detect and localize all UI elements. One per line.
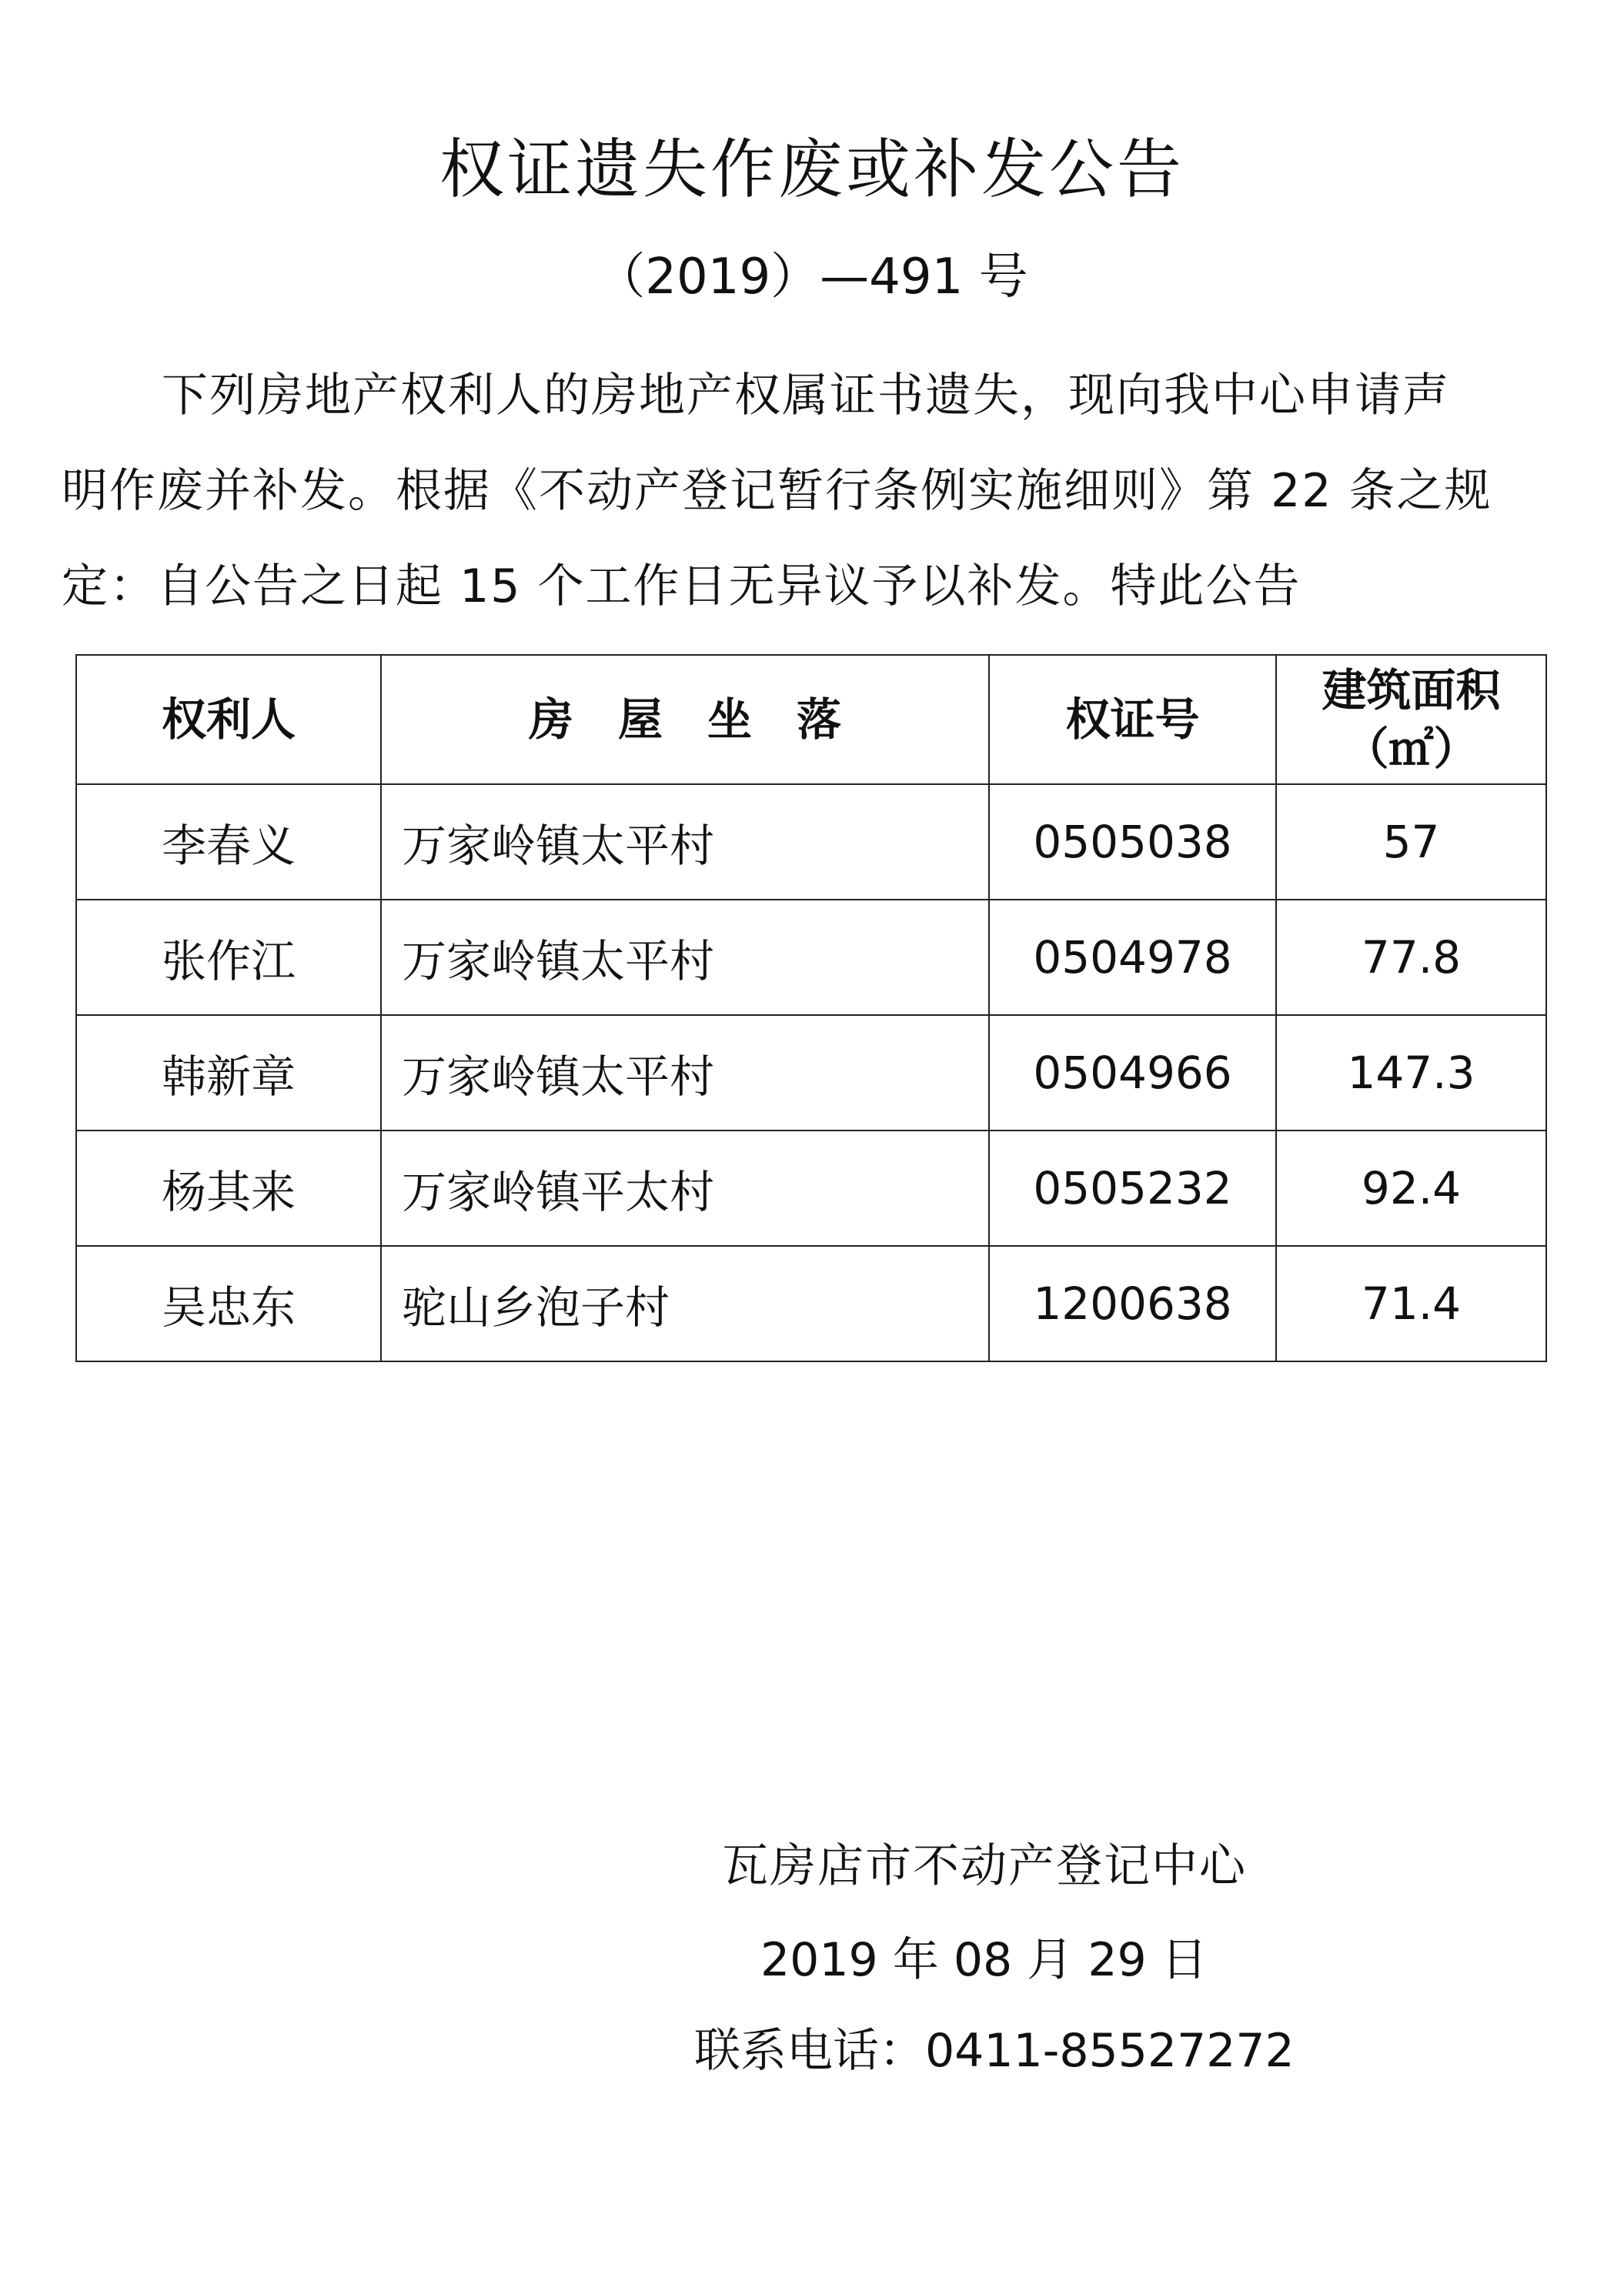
table-row [76,900,1546,1015]
certificate-cell: 0505232 [989,1130,1276,1246]
notice-number: （2019）—491 号 [596,249,1028,306]
owner-cell: 张作江 [76,900,381,1015]
header-owner: 权利人 [76,655,381,784]
header-address [381,655,989,784]
body-line-1: 下列房地产权利人的房地产权属证书遗失，现向我中心申请声 [162,369,1450,422]
body-line-2: 明作废并补发。根据《不动产登记暂行条例实施细则》第 22 条之规 [62,464,1492,518]
address-cell: 万家岭镇太平村 [381,1015,989,1130]
area-cell: 147.3 [1276,1015,1546,1130]
certificate-cell: 0504966 [989,1015,1276,1130]
owner-cell: 李春义 [76,784,381,900]
header-area-unit: （㎡） [1344,723,1479,775]
contact-phone: 联系电话：0411-85527272 [694,2024,1295,2078]
certificate-cell: 1200638 [989,1246,1276,1361]
header-floor-area [1276,655,1546,784]
issuing-organization: 瓦房店市不动产登记中心 [722,1839,1247,1893]
table-header-row [76,655,1546,784]
area-cell: 77.8 [1276,900,1546,1015]
owner-cell: 杨其来 [76,1130,381,1246]
notice-body [62,348,1562,634]
table-row [76,784,1546,900]
header-certificate-number: 权证号 [989,655,1276,784]
header-area-label: 建筑面积 [1322,664,1501,716]
table-row [76,1015,1546,1130]
body-line-3: 定：自公告之日起 15 个工作日无异议予以补发。特此公告 [62,559,1302,613]
table-row [76,1130,1546,1246]
lost-certificate-table [75,654,1547,1362]
issue-date: 2019 年 08 月 29 日 [760,1933,1208,1987]
address-cell: 万家岭镇平太村 [381,1130,989,1246]
area-cell: 71.4 [1276,1246,1546,1361]
area-cell: 57 [1276,784,1546,900]
owner-cell: 吴忠东 [76,1246,381,1361]
address-cell: 万家岭镇太平村 [381,900,989,1015]
address-cell: 驼山乡泡子村 [381,1246,989,1361]
area-cell: 92.4 [1276,1130,1546,1246]
header-address-label: 房 屋 坐 落 [528,693,841,746]
notice-title: 权证遗失作废或补发公告 [439,132,1185,207]
table-row [76,1246,1546,1361]
certificate-cell: 0505038 [989,784,1276,900]
address-cell: 万家岭镇太平村 [381,784,989,900]
certificate-cell: 0504978 [989,900,1276,1015]
owner-cell: 韩新章 [76,1015,381,1130]
